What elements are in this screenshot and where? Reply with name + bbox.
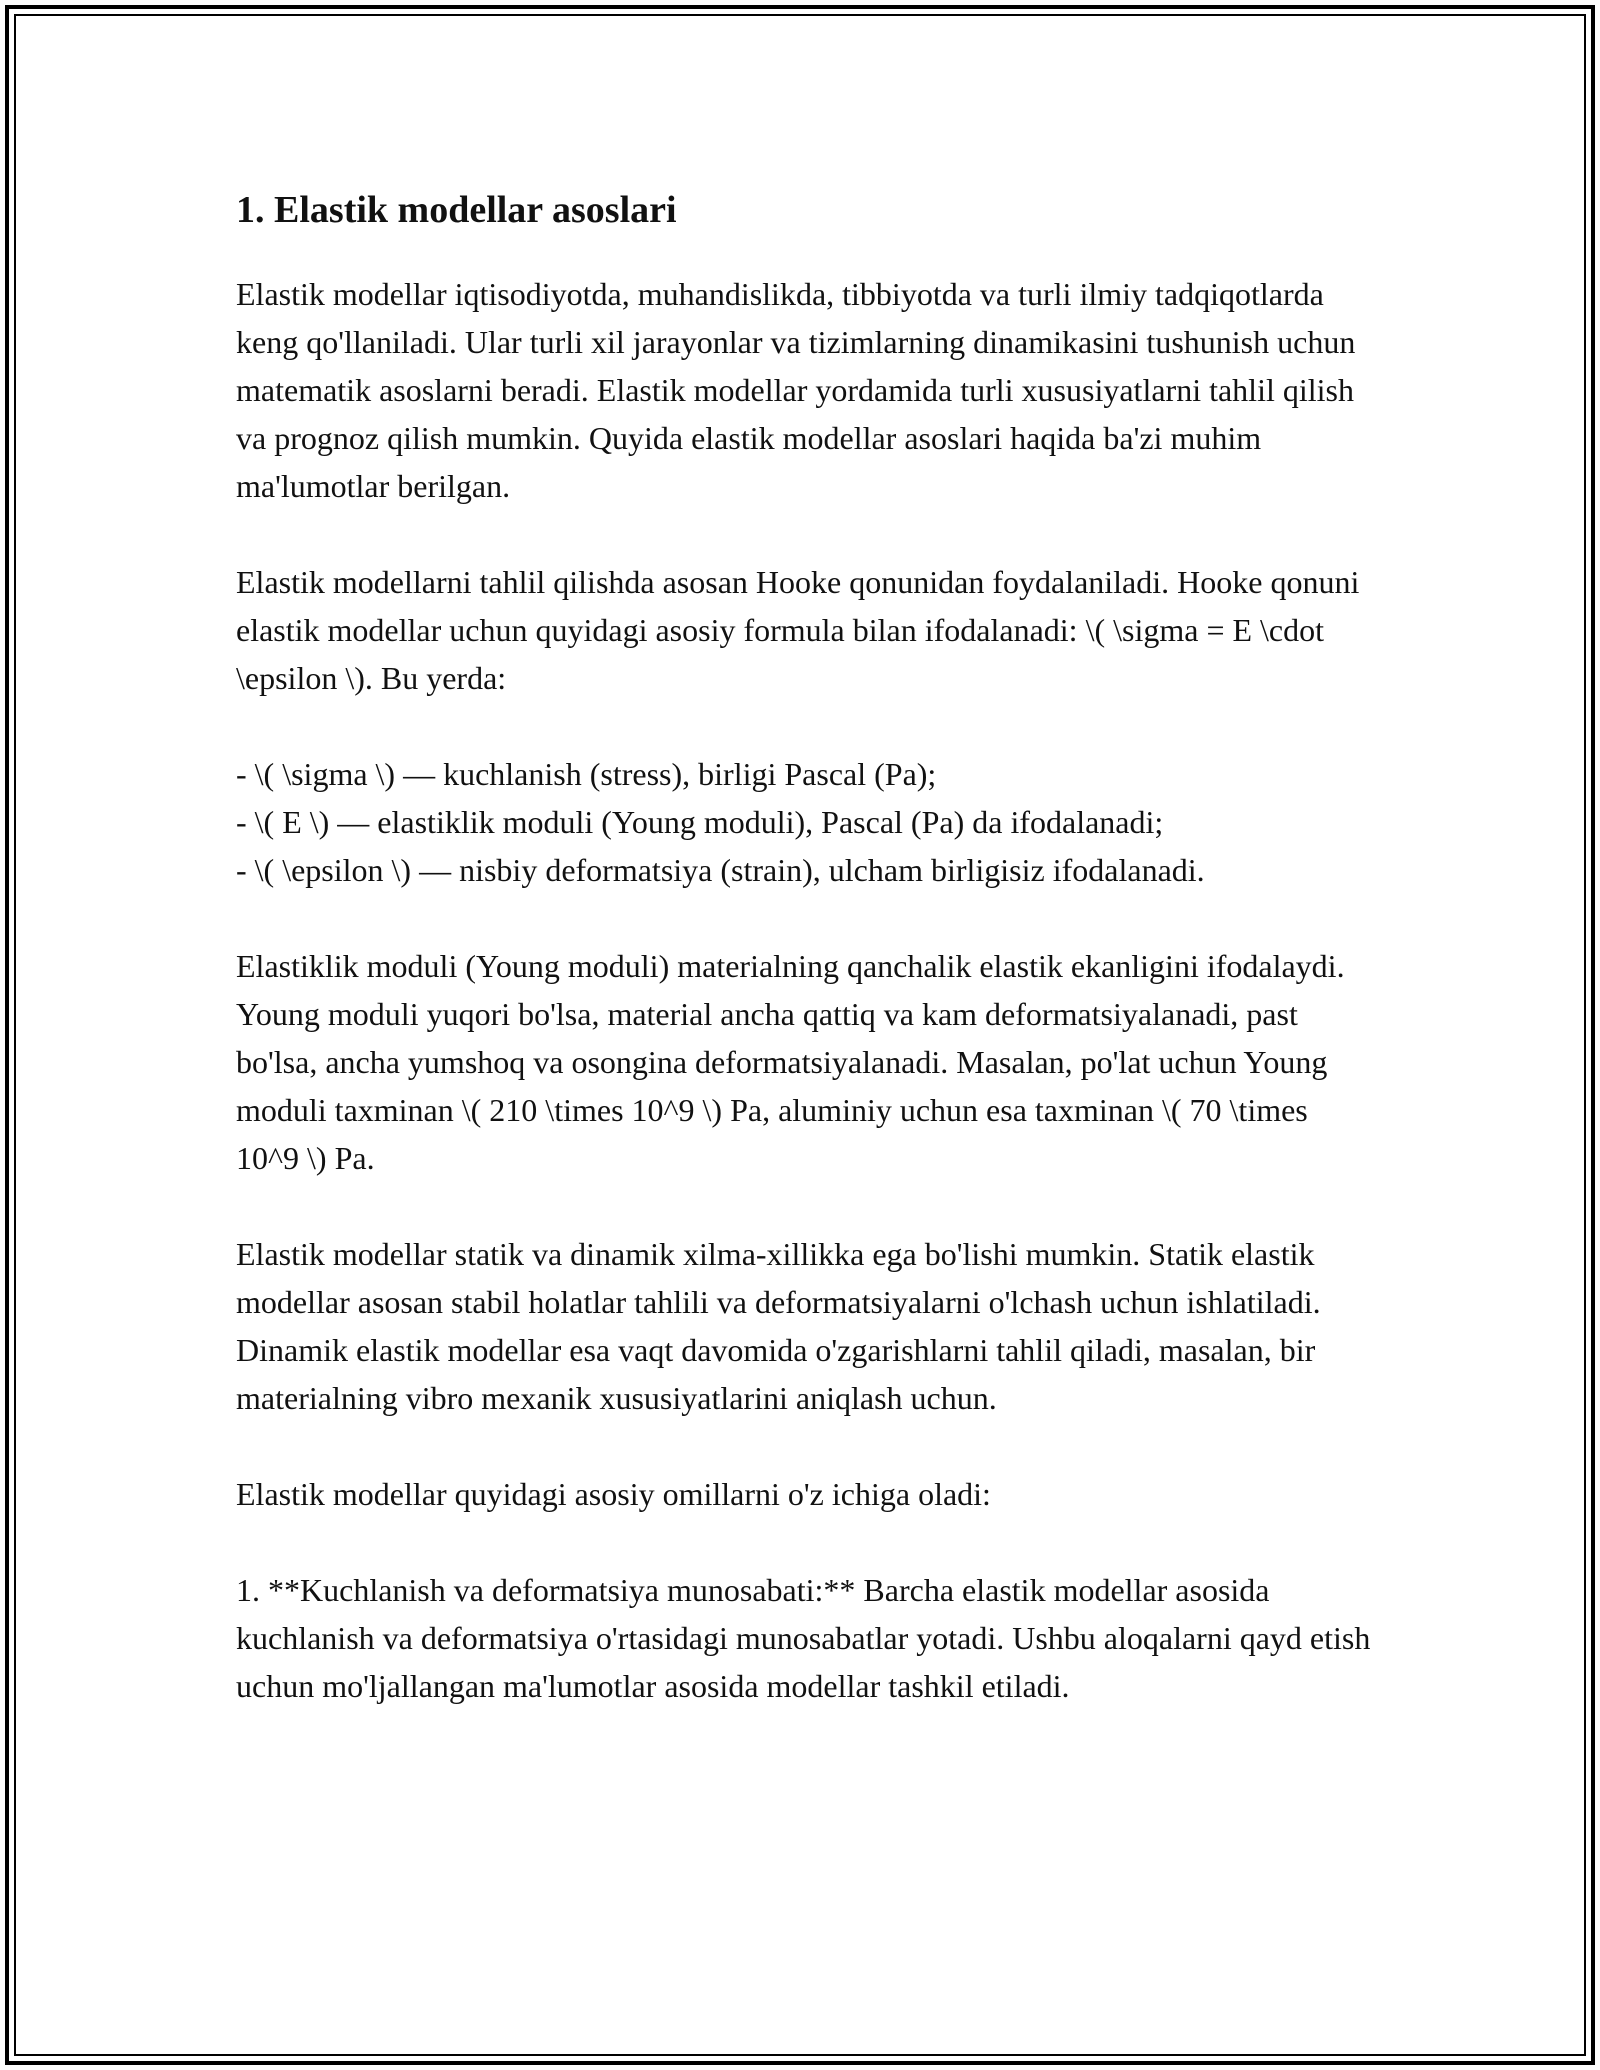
definition-list xyxy=(236,750,1376,894)
definition-sigma: - \( \sigma \) — kuchlanish (stress), birligi Pascal (Pa); xyxy=(236,756,937,792)
young-modulus-paragraph: Elastiklik moduli (Young moduli) materialning qanchalik elastik ekanligini ifodalaydi. Young moduli yuqori bo'lsa, material ancha qattiq va kam deformatsiyalanadi, past bo'lsa, ancha yumshoq va osongina deformatsiyalanadi. Masalan, po'lat uchun Young moduli taxminan \( 210 \times 10^9 \) Pa, aluminiy uchun esa taxminan \( 70 \times 10^9 \) Pa. xyxy=(236,948,1345,1176)
factors-intro-paragraph: Elastik modellar quyidagi asosiy omillarni o'z ichiga oladi: xyxy=(236,1476,991,1512)
intro-paragraph: Elastik modellar iqtisodiyotda, muhandislikda, tibbiyotda va turli ilmiy tadqiqotlarda keng qo'llaniladi. Ular turli xil jarayonlar va tizimlarning dinamikasini tushunish uchun matematik asoslarni beradi. Elastik modellar yordamida turli xususiyatlarni tahlil qilish va prognoz qilish mumkin. Quyida elastik modellar asoslari haqida ba'zi muhim ma'lumotlar berilgan. xyxy=(236,276,1356,504)
static-dynamic-paragraph: Elastik modellar statik va dinamik xilma-xillikka ega bo'lishi mumkin. Statik elastik modellar asosan stabil holatlar tahlili va deformatsiyalarni o'lchash uchun ishlatiladi. Dinamik elastik modellar esa vaqt davomida o'zgarishlarni tahlil qiladi, masalan, bir materialning vibro mexanik xususiyatlarini aniqlash uchun. xyxy=(236,1236,1321,1416)
section-heading: 1. Elastik modellar asoslari xyxy=(236,189,677,231)
hooke-law-paragraph: Elastik modellarni tahlil qilishda asosan Hooke qonunidan foydalaniladi. Hooke qonuni elastik modellar uchun quyidagi asosiy formula bilan ifodalanadi: \( \sigma = E \cdot \epsilon \). Bu yerda: xyxy=(236,564,1360,696)
definition-epsilon: - \( \epsilon \) — nisbiy deformatsiya (strain), ulcham birligisiz ifodalanadi. xyxy=(236,852,1205,888)
factor-item-1: 1. **Kuchlanish va deformatsiya munosabati:** Barcha elastik modellar asosida kuchlanish va deformatsiya o'rtasidagi munosabatlar yotadi. Ushbu aloqalarni qayd etish uchun mo'ljallangan ma'lumotlar asosida modellar tashkil etiladi. xyxy=(236,1572,1371,1704)
document-body xyxy=(236,186,1376,1758)
definition-e: - \( E \) — elastiklik moduli (Young moduli), Pascal (Pa) da ifodalanadi; xyxy=(236,804,1164,840)
